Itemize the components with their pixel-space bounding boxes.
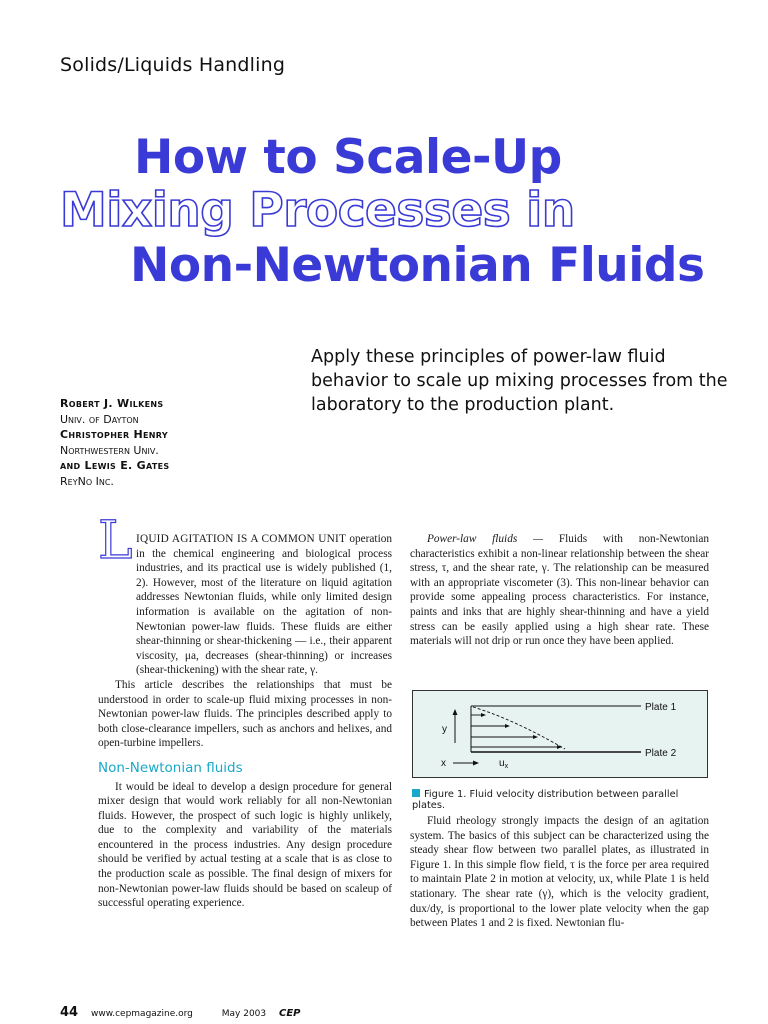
paragraph-text: operation in the chemical engineering and biological process industries, and its practical use is widely published (1, 2). However, most of the literature on liquid agitation addresses Newtonian fluids, while only limited design information is available on the agitation of non-Newtonian power-law fluids. These fluids are either shear-thinning or shear-thickening — i.e., their apparent viscosity, μa, decreases (shear-thinning) or increases (shear-thickening) with the shear rate, γ. bbox=[136, 533, 393, 677]
author-name: Robert J. Wilkens bbox=[60, 397, 164, 410]
author-affiliation: ReyNo Inc. bbox=[60, 474, 114, 488]
u-label: $u_x$ bbox=[499, 758, 509, 770]
plate-1-label: Plate 1 bbox=[645, 702, 677, 713]
magazine-logo: CEP bbox=[279, 1008, 301, 1019]
author-name: Christopher Henry bbox=[60, 428, 168, 441]
caption-text: Figure 1. Fluid velocity distribution between parallel plates. bbox=[412, 789, 679, 811]
plate-2-label: Plate 2 bbox=[645, 748, 677, 759]
author-name: and Lewis E. Gates bbox=[60, 459, 170, 472]
title-line-1: How to Scale-Up bbox=[134, 130, 562, 185]
y-arrowhead bbox=[453, 709, 458, 715]
body-paragraph bbox=[410, 532, 709, 649]
body-paragraph: It would be ideal to develop a design procedure for general mixer design that would work reliably for all non-Newtonian fluids. However, the prospect of such logic is highly unlikely, due to the complexity and variability of the materials encountered in the process industries. Any design procedure should be verified by actual testing at a scale that is as close to the production scale as possible. The final design of mixers for non-Newtonian power-law fluids should be based on scaleup of successful operating experience. bbox=[98, 780, 392, 910]
title-line-2-outlined: Mixing Processes in bbox=[60, 183, 575, 238]
title-line-3: Non-Newtonian Fluids bbox=[130, 238, 705, 293]
section-subhead: Non-Newtonian fluids bbox=[98, 759, 243, 776]
body-paragraph: Fluid rheology strongly impacts the design of an agitation system. The basics of this subject can be characterized using the steady shear flow between two parallel plates, as illustrated in Figure 1. In this simple flow field, τ is the force per area required to maintain Plate 2 in motion at velocity, ux, while Plate 1 is held stationary. The shear rate (γ), which is the velocity gradient, dux/dy, is proportional to the lower plate velocity when the gap between Plates 1 and 2 is fixed. Newtonian flu- bbox=[410, 815, 709, 930]
footer-date: May 2003 bbox=[221, 1009, 267, 1019]
author-block bbox=[60, 396, 260, 489]
velocity-profile-curve bbox=[473, 707, 565, 749]
figure-caption bbox=[412, 789, 712, 811]
paragraph-text: Fluids with non-Newtonian characteristics exhibit a non-linear relationship between the shear stress, τ, and the shear rate, γ. The relationship can be measured with an appropriate viscometer (3). This non-linear behavior can provide some appealing process characteristics. For instance, paints and inks that are highly shear-thinning and have a yield stress can be easily applied using a high shear rate. These materials will not drip or run once they have been applied. bbox=[410, 533, 710, 648]
figure-1 bbox=[412, 690, 708, 778]
body-paragraph bbox=[98, 532, 392, 678]
caption-marker-icon bbox=[412, 789, 420, 797]
lead-in-caps: IQUID AGITATION IS A COMMON UNIT bbox=[136, 533, 347, 545]
x-label: x bbox=[441, 758, 446, 769]
author-affiliation: Northwestern Univ. bbox=[60, 443, 159, 457]
y-label: y bbox=[442, 724, 447, 735]
body-paragraph: This article describes the relationships that must be understood in order to scale-up fluid mixing processes in non-Newtonian power-law fluids. The principles described apply to both close-clearance impellers, such as anchors and helixes, and open-turbine impellers. bbox=[98, 678, 392, 750]
article-deck: Apply these principles of power-law fluid behavior to scale up mixing processes from the laboratory to the production plant. bbox=[311, 347, 728, 415]
run-in-head: Power-law fluids — bbox=[427, 533, 544, 545]
body-column-left bbox=[98, 532, 392, 911]
dropcap-glyph: L bbox=[98, 516, 133, 562]
figure-diagram bbox=[413, 691, 709, 779]
body-column-right-continued bbox=[410, 814, 709, 931]
body-column-right bbox=[410, 532, 709, 649]
page-footer bbox=[60, 1005, 301, 1020]
section-label: Solids/Liquids Handling bbox=[60, 54, 286, 76]
author-affiliation: Univ. of Dayton bbox=[60, 412, 139, 426]
page-number: 44 bbox=[60, 1005, 79, 1020]
footer-website: www.cepmagazine.org bbox=[90, 1009, 193, 1019]
